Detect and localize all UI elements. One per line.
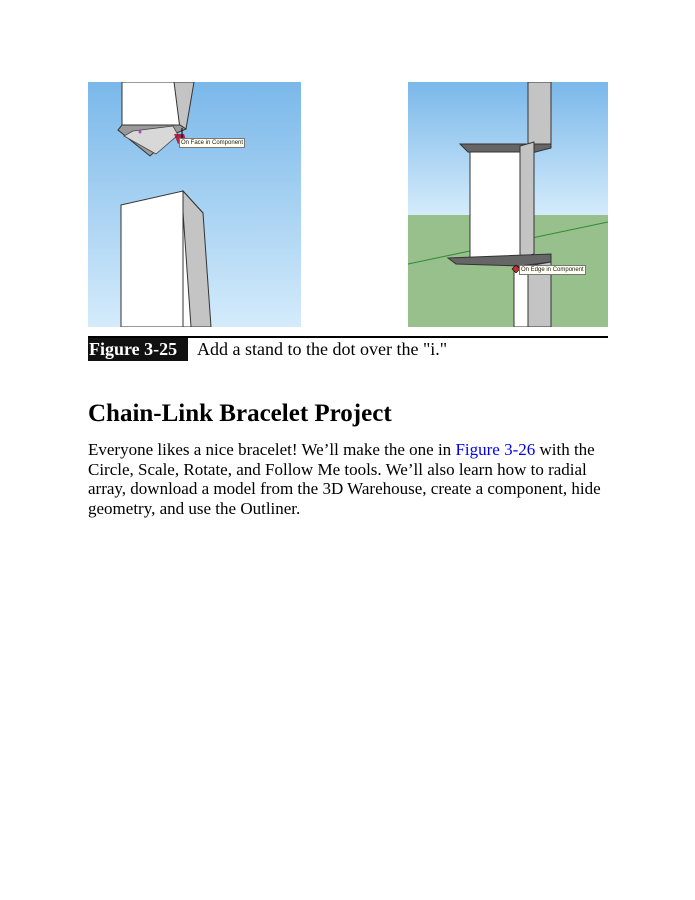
lower-column: [121, 191, 211, 327]
on-face-tooltip: On Face in Component: [181, 140, 244, 146]
on-edge-tooltip: On Edge in Component: [521, 267, 584, 273]
middle-column: [470, 142, 534, 258]
paragraph-text: Everyone likes a nice bracelet! We’ll make the one in: [88, 440, 456, 459]
figure-left-screenshot: [88, 82, 301, 327]
figure-caption: Add a stand to the dot over the "i.": [197, 339, 448, 359]
body-paragraph: [88, 440, 618, 518]
figure-cross-reference-link[interactable]: Figure 3-26: [455, 440, 536, 459]
figure-label: Figure 3-25: [88, 338, 188, 361]
figure-right-screenshot: [408, 82, 608, 327]
section-heading: Chain-Link Bracelet Project: [88, 400, 392, 427]
paragraph-text: with the Circle, Scale, Rotate, and Follow Me tools. We’ll also learn how to radial array, download a model from the 3D Warehouse, create a component, hide geometry, and use the Outliner.: [88, 440, 601, 518]
